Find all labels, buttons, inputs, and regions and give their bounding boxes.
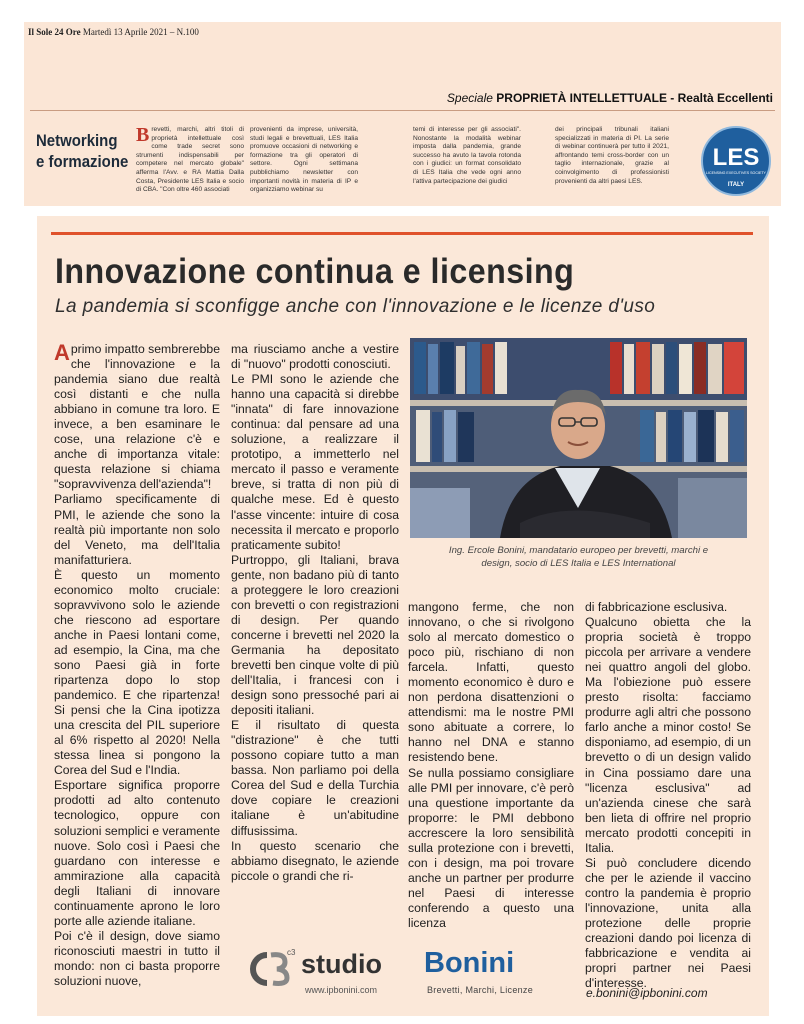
portrait-illustration: [410, 338, 747, 538]
logo-tagline: Brevetti, Marchi, Licenze: [427, 985, 534, 995]
speciale-topic: PROPRIETÀ INTELLETTUALE - Realtà Eccellenti: [496, 91, 773, 105]
studio-bonini-mark-icon: [245, 943, 297, 995]
networking-col1-text: revetti, marchi, altri titoli di proprietà intellettuale così come trade secret sono strumenti indispensabili per competere nel mercato globale" afferma l'Avv. e RA Mattia Dalla Costa, Presidente LES Italia e socio di CBA. "Con oltre 460 associati: [136, 126, 244, 194]
speciale-title: [447, 91, 773, 105]
article-headline: Innovazione continua e licensing: [55, 252, 575, 291]
col3-p1: mangono ferme, che non innovano, o che si rivolgono solo al mercato domestico o poco più, rischiano di non farcela. Infatti, questo momento economico è duro e non perdona disattenzioni o attendismi: ma le nostre PMI sono abituate a correre, lo hanno nel DNA e stanno resistendo bene.: [408, 600, 574, 765]
networking-column-1: [136, 126, 244, 208]
col2-p4: E il risultato di questa "distrazione" è che tutti possono copiare tutto a man bassa. Non parliamo poi della Corea del Sud e della Turchia dove copiare le creazioni italiane è un'abitudine diffusissima.: [231, 718, 399, 838]
col2-p3: Purtroppo, gli Italiani, brava gente, non badano più di tanto a proteggere le loro creazioni con brevetti o con registrazioni di design. Per quando concerne i brevetti nel 2020 la Germania ha depositato brevetti ben cinque volte di più dell'Italia, i francesi con i design sono pressoché pari ai depositi italiani.: [231, 552, 399, 718]
networking-column-2: [250, 126, 358, 208]
col1-p4: Esportare significa proporre prodotti ad alto contenuto tecnologico, oppure con soluzioni semplici e veramente nuove. Solo così i Paesi che guardano con interesse e ammirazione alla capacità degli Italiani di innovare continuamente aprono le loro porte alle aziende italiane.: [54, 778, 220, 928]
col2-p1: ma riusciamo anche a vestire di "nuovo" prodotti conosciuti.: [231, 342, 399, 372]
logo-studio-word: studio: [301, 949, 382, 979]
col3-p2: Se nulla possiamo consigliare alle PMI per innovare, c'è però una questione importante da proporre: le PMI debbono accrescere la loro sensibilità sulla protezione con i brevetti, con i design, ma poi trovare anche un partner per produrre nel Paesi di interesse conferendo a questo una licenza: [408, 765, 574, 930]
networking-title-line2: e formazione: [36, 152, 129, 171]
col2-p5: In questo scenario che abbiamo disegnato, le aziende piccole o grandi che ri-: [231, 838, 399, 883]
masthead: [28, 27, 199, 37]
col1-p1: primo impatto sembrerebbe che l'innovazione e la pandemia siano due realtà così distanti e che nulla abbiano in comune tra loro. E invece, a ben esaminare le cose, una relazione c'è e anche di importanza vitale: questa relazione si chiama "sopravvivenza dell'azienda"!: [54, 342, 220, 492]
article-subtitle: La pandemia si sconfigge anche con l'innovazione e le licenze d'uso: [55, 296, 656, 317]
speciale-header-panel: [24, 22, 781, 206]
col1-paragraph: [54, 342, 220, 492]
networking-col4-text: dei principali tribunali italiani specializzati in materia di PI. La serie di webinar continuerà per tutto il 2021, affrontando temi cross-border con un taglio internazionale, grazie al coinvolgimento di professionisti provenienti da altri paesi LES.: [555, 126, 669, 185]
photo-caption-line2: design, socio di LES Italia e LES International: [481, 558, 676, 569]
masthead-brand: Il Sole 24 Ore: [28, 27, 81, 37]
networking-title: [36, 130, 128, 172]
networking-col3-text: temi di interesse per gli associati". Nonostante la modalità webinar imposta dalla pandemia, grande successo ha avuto la tavola rotonda con i giudici: un format consolidato di LES Italia che vede ogni anno l'attiva partecipazione dei giudici: [413, 126, 521, 185]
studio-bonini-logo: [245, 943, 605, 1003]
col4-p1: di fabbricazione esclusiva.: [585, 600, 728, 614]
col4-p3: Si può concludere dicendo che per le aziende il vaccino contro la pandemia è proprio l'innovazione, unita alla protezione delle proprie creazioni dando poi licenza di fabbricazione e vendita ai propri partner nei Paesi d'interesse.: [585, 855, 751, 991]
speciale-label: Speciale: [446, 91, 493, 105]
portrait-photo: [410, 338, 747, 538]
networking-column-3: [413, 126, 521, 208]
col1-p2: Parliamo specificamente di PMI, le aziende che sono la realtà più importante non solo del Veneto, ma dell'Italia manifatturiera.: [54, 492, 220, 567]
networking-col2-text: provenienti da imprese, università, studi legali e brevettuali, LES Italia promuove occasioni di networking e formazione tra gli operatori di settore. Ogni settimana pubblichiamo newsletter con importanti novità in materia di IP e organizziamo webinar su: [250, 126, 358, 194]
col1-p3: È questo un momento economico molto cruciale: sopravvivono solo le aziende che riescono ad esportare anche in Paesi lontani come, ad esempio, la Cina, ma che sono Paesi già in forte ripartenza dopo lo stop pandemico. E che ripartenza! Si pensi che la Cina ipotizza una crescita del PIL superiore al 6% rispetto al 2020! Nella stessa linea si pongono la Corea del Sud e l'India.: [54, 567, 220, 778]
networking-title-line1: Networking: [36, 131, 118, 150]
networking-column-4: [555, 126, 669, 208]
header-divider: [30, 110, 775, 111]
col4-p2: Qualcuno obietta che la propria società è troppo piccola per arrivare a vendere nei quattro angoli del globo. Ma l'obiezione può essere presto risolta: facciamo produrre agli altri che possono farlo anche a minor costo! Se disponiamo, ad esempio, di un brevetto o di un design valido in Cina possiamo dare una "licenza esclusiva" ad un'azienda cinese che sarà ben lieta di offrire nel proprio mercato prodotti concepiti in Italia.: [585, 615, 751, 855]
article-column-2: [231, 342, 399, 883]
article-column-4: [585, 600, 751, 991]
article-top-rule: [51, 232, 753, 235]
article-column-3: [408, 600, 574, 940]
networking-dropcap: B: [136, 124, 150, 146]
logo-bonini-word: Bonini: [424, 947, 515, 979]
les-logo-country: ITALY: [727, 182, 745, 188]
photo-caption-line1: Ing. Ercole Bonini, mandatario europeo per brevetti, marchi e: [448, 545, 709, 556]
author-email[interactable]: e.bonini@ipbonini.com: [586, 986, 708, 1000]
les-italy-logo: [701, 126, 771, 196]
col1-p5: Poi c'è il design, dove siamo riconosciuti maestri in tutto il mondo: non ci basta proporre soluzioni nuove,: [54, 928, 220, 988]
les-logo-text: LES: [712, 144, 760, 171]
logo-mark-text: c3: [287, 948, 296, 957]
col2-p2: Le PMI sono le aziende che hanno una capacità si direbbe "innata" di fare innovazione continua: dal pensare ad una soluzione, a realizzare il prototipo, a immetterlo nel mercato il passo e veramente breve, si tratta di non più di qualche mese. Ed è questo l'asse vincente: intuire di cosa necessita il mercato e proporlo praticamente subito!: [231, 372, 399, 552]
article-column-1: [54, 342, 220, 1020]
photo-caption: [410, 544, 747, 570]
article-dropcap: A: [54, 340, 70, 365]
article-panel: [37, 216, 769, 1016]
les-logo-subtitle: LICENSING EXECUTIVES SOCIETY: [706, 171, 766, 175]
masthead-meta: Martedì 13 Aprile 2021 – N.100: [82, 27, 199, 37]
logo-website[interactable]: www.ipbonini.com: [305, 985, 378, 995]
